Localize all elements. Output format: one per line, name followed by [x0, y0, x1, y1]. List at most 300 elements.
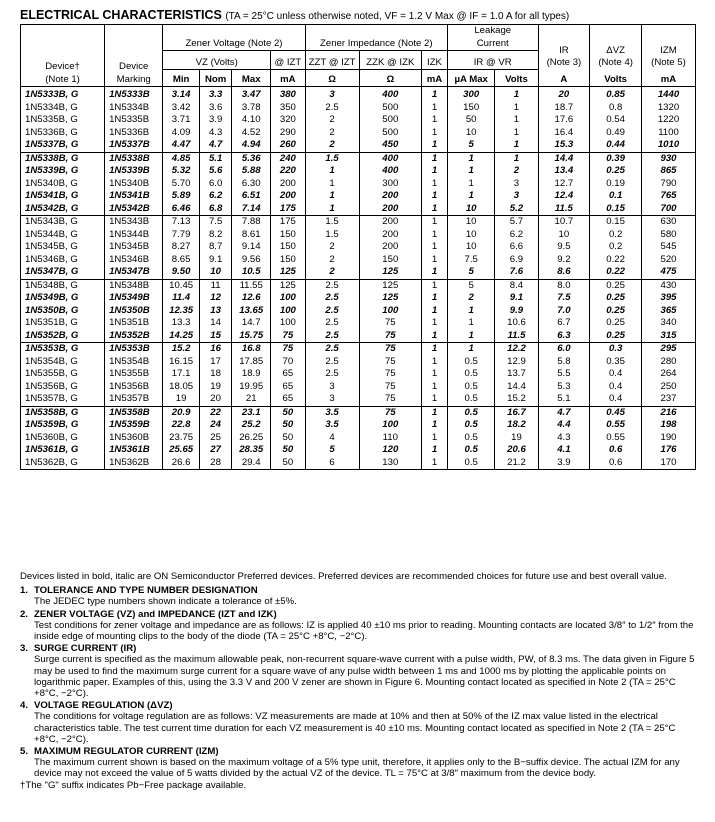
header-zzk-unit: Ω	[359, 70, 422, 87]
cell-marking: 1N5349B	[105, 292, 163, 305]
cell-vnom: 14	[199, 317, 231, 330]
cell-zzt: 2.5	[305, 279, 359, 292]
cell-zzk: 125	[359, 279, 422, 292]
cell-vmin: 7.79	[163, 229, 200, 242]
table-row	[21, 139, 696, 152]
cell-zzt: 1.5	[305, 152, 359, 165]
cell-izm: 395	[642, 292, 696, 305]
cell-vmin: 26.6	[163, 457, 200, 470]
header-zzt-unit: Ω	[305, 70, 359, 87]
cell-vmin: 25.65	[163, 444, 200, 457]
cell-izm: 1010	[642, 139, 696, 152]
cell-zzk: 100	[359, 305, 422, 318]
cell-vmax: 23.1	[232, 406, 271, 419]
cell-izm: 700	[642, 203, 696, 216]
cell-vr: 1	[495, 139, 538, 152]
cell-izk: 1	[422, 254, 448, 267]
cell-vnom: 28	[199, 457, 231, 470]
cell-zzt: 1	[305, 165, 359, 178]
cell-ir: 10	[447, 216, 494, 229]
cell-vr: 1	[495, 152, 538, 165]
cell-marking: 1N5358B	[105, 406, 163, 419]
cell-vnom: 27	[199, 444, 231, 457]
cell-izt: 290	[271, 127, 306, 140]
cell-vmax: 18.9	[232, 368, 271, 381]
cell-marking: 1N5361B	[105, 444, 163, 457]
cell-vr: 1	[495, 114, 538, 127]
cell-device: 1N5333B, G	[25, 89, 79, 100]
cell-vmax: 6.30	[232, 178, 271, 191]
cell-marking: 1N5341B	[105, 190, 163, 203]
cell-irs: 7.0	[538, 305, 590, 318]
cell-vnom: 22	[199, 406, 231, 419]
cell-izk: 1	[422, 102, 448, 115]
cell-device: 1N5352B, G	[25, 329, 79, 341]
cell-izk: 1	[422, 114, 448, 127]
cell-marking: 1N5343B	[105, 216, 163, 229]
device-group	[21, 216, 696, 280]
cell-vnom: 5.1	[199, 152, 231, 165]
cell-zzk: 75	[359, 356, 422, 369]
cell-zzk: 75	[359, 381, 422, 394]
cell-zzk: 200	[359, 241, 422, 254]
cell-device: 1N5353B, G	[25, 343, 79, 354]
cell-izm: 280	[642, 356, 696, 369]
cell-vmax: 19.95	[232, 381, 271, 394]
cell-izt: 100	[271, 305, 306, 318]
cell-vmax: 4.10	[232, 114, 271, 127]
cell-zzt: 4	[305, 432, 359, 445]
cell-dvz: 0.4	[590, 393, 642, 406]
cell-vmax: 10.5	[232, 266, 271, 279]
header-izk: IZK	[422, 51, 448, 70]
cell-izk: 1	[422, 190, 448, 203]
cell-izt: 50	[271, 406, 306, 419]
cell-device: 1N5351B, G	[25, 317, 78, 328]
cell-vmax: 8.61	[232, 229, 271, 242]
cell-dvz: 0.25	[590, 317, 642, 330]
cell-dvz: 0.49	[590, 127, 642, 140]
cell-izm: 520	[642, 254, 696, 267]
cell-zzt: 3.5	[305, 419, 359, 432]
cell-zzk: 100	[359, 419, 422, 432]
cell-vmin: 13.3	[163, 317, 200, 330]
table-row	[21, 457, 696, 470]
device-group	[21, 87, 696, 153]
cell-device: 1N5357B, G	[25, 393, 78, 404]
cell-ir: 1	[447, 178, 494, 191]
cell-vmax: 28.35	[232, 444, 271, 457]
table-row	[21, 229, 696, 242]
cell-vmin: 5.70	[163, 178, 200, 191]
cell-vnom: 19	[199, 381, 231, 394]
table-header	[21, 25, 696, 87]
cell-device: 1N5343B, G	[25, 216, 78, 227]
page-title	[20, 8, 569, 22]
cell-izk: 1	[422, 266, 448, 279]
cell-dvz: 0.25	[590, 165, 642, 178]
cell-vmax: 13.65	[232, 305, 271, 318]
header-dvz-note: (Note 4)	[598, 57, 633, 68]
note-heading	[20, 746, 700, 757]
cell-vmin: 4.85	[163, 152, 200, 165]
cell-irs: 15.3	[538, 139, 590, 152]
header-ir-note: (Note 3)	[546, 57, 582, 68]
cell-dvz: 0.4	[590, 381, 642, 394]
cell-vmax: 14.7	[232, 317, 271, 330]
cell-izt: 150	[271, 254, 306, 267]
table-row	[21, 444, 696, 457]
cell-vr: 9.9	[495, 305, 538, 318]
cell-vr: 10.6	[495, 317, 538, 330]
cell-vr: 5.2	[495, 203, 538, 216]
cell-izt: 200	[271, 178, 306, 191]
cell-vnom: 6.2	[199, 190, 231, 203]
cell-ir: 5	[447, 279, 494, 292]
cell-ir: 10	[447, 203, 494, 216]
electrical-characteristics-table	[20, 24, 696, 470]
cell-dvz: 0.25	[590, 279, 642, 292]
cell-marking: 1N5356B	[105, 381, 163, 394]
cell-device: 1N5346B, G	[25, 253, 78, 265]
cell-izt: 320	[271, 114, 306, 127]
cell-device: 1N5349B, G	[25, 292, 79, 303]
cell-izt: 380	[271, 87, 306, 102]
cell-zzt: 2.5	[305, 356, 359, 369]
cell-irs: 10	[538, 229, 590, 242]
cell-vr: 20.6	[495, 444, 538, 457]
cell-vnom: 6.8	[199, 203, 231, 216]
header-izm-note: (Note 5)	[651, 57, 686, 68]
cell-device: 1N5345B, G	[25, 241, 78, 252]
table-row	[21, 381, 696, 394]
cell-device: 1N5361B, G	[25, 444, 79, 455]
header-leakage-2: Current	[476, 37, 509, 49]
cell-izk: 1	[422, 343, 448, 356]
cell-irs: 6.7	[538, 317, 590, 330]
cell-irs: 18.7	[538, 102, 590, 115]
cell-vmax: 29.4	[232, 457, 271, 470]
cell-izt: 50	[271, 432, 306, 445]
cell-dvz: 0.15	[590, 203, 642, 216]
cell-izm: 216	[642, 406, 696, 419]
cell-vr: 2	[495, 165, 538, 178]
cell-zzt: 2	[305, 266, 359, 279]
cell-vr: 15.2	[495, 393, 538, 406]
cell-marking: 1N5351B	[105, 317, 163, 330]
cell-zzt: 3	[305, 393, 359, 406]
cell-irs: 12.4	[538, 190, 590, 203]
header-at-izt: @ IZT	[271, 51, 306, 70]
cell-marking: 1N5359B	[105, 419, 163, 432]
cell-device: 1N5362B, G	[25, 456, 78, 468]
notes-list	[20, 585, 700, 779]
cell-marking: 1N5352B	[105, 330, 163, 343]
cell-vmax: 7.88	[232, 216, 271, 229]
cell-zzk: 200	[359, 190, 422, 203]
cell-izk: 1	[422, 292, 448, 305]
cell-zzt: 2	[305, 127, 359, 140]
cell-dvz: 0.3	[590, 343, 642, 356]
cell-vmin: 6.46	[163, 203, 200, 216]
cell-device: 1N5348B, G	[25, 279, 78, 291]
cell-izk: 1	[422, 241, 448, 254]
cell-vmax: 4.52	[232, 127, 271, 140]
cell-irs: 12.7	[538, 178, 590, 191]
cell-irs: 4.7	[538, 406, 590, 419]
cell-zzt: 2.5	[305, 102, 359, 115]
cell-izk: 1	[422, 203, 448, 216]
cell-ir: 1	[447, 165, 494, 178]
cell-zzt: 2	[305, 139, 359, 152]
cell-izm: 1320	[642, 102, 696, 115]
cell-vr: 1	[495, 102, 538, 115]
cell-zzk: 500	[359, 127, 422, 140]
cell-vmax: 15.75	[232, 330, 271, 343]
note-title: ZENER VOLTAGE (VZ) and IMPEDANCE (IZT and IZK)	[34, 608, 277, 620]
device-group	[21, 279, 696, 343]
cell-device: 1N5350B, G	[25, 304, 79, 316]
cell-vmax: 5.88	[232, 165, 271, 178]
cell-izm: 250	[642, 381, 696, 394]
cell-marking: 1N5344B	[105, 229, 163, 242]
table-row	[21, 432, 696, 445]
note-number: 2.	[20, 608, 29, 620]
cell-device: 1N5344B, G	[25, 228, 78, 240]
cell-vmin: 20.9	[163, 406, 200, 419]
cell-izm: 930	[642, 152, 696, 165]
cell-zzk: 120	[359, 444, 422, 457]
table-row	[21, 343, 696, 356]
cell-zzk: 110	[359, 432, 422, 445]
cell-vnom: 5.6	[199, 165, 231, 178]
cell-vmin: 14.25	[163, 330, 200, 343]
cell-izt: 75	[271, 330, 306, 343]
cell-ir: 0.5	[447, 381, 494, 394]
cell-vmin: 18.05	[163, 381, 200, 394]
cell-ir: 10	[447, 127, 494, 140]
cell-izk: 1	[422, 139, 448, 152]
cell-device: 1N5338B, G	[25, 152, 79, 164]
cell-vnom: 18	[199, 368, 231, 381]
table-row	[21, 254, 696, 267]
cell-marking: 1N5357B	[105, 393, 163, 406]
cell-vmin: 5.89	[163, 190, 200, 203]
cell-zzt: 5	[305, 444, 359, 457]
cell-zzk: 300	[359, 178, 422, 191]
cell-dvz: 0.8	[590, 102, 642, 115]
device-group	[21, 406, 696, 470]
cell-vmin: 15.2	[163, 343, 200, 356]
cell-izk: 1	[422, 330, 448, 343]
cell-vnom: 12	[199, 292, 231, 305]
cell-zzk: 200	[359, 203, 422, 216]
device-group	[21, 343, 696, 407]
cell-ir: 1	[447, 343, 494, 356]
cell-device: 1N5355B, G	[25, 368, 78, 379]
cell-izm: 340	[642, 317, 696, 330]
note-number: 5.	[20, 746, 29, 758]
header-ua-max: µA Max	[447, 70, 494, 87]
table-row	[21, 393, 696, 406]
table-row	[21, 102, 696, 115]
table-row	[21, 127, 696, 140]
cell-irs: 10.7	[538, 216, 590, 229]
cell-izk: 1	[422, 127, 448, 140]
cell-vmax: 5.36	[232, 152, 271, 165]
cell-izm: 790	[642, 178, 696, 191]
cell-ir: 50	[447, 114, 494, 127]
cell-vnom: 25	[199, 432, 231, 445]
cell-zzt: 1	[305, 178, 359, 191]
cell-ir: 1	[447, 152, 494, 165]
table-row	[21, 419, 696, 432]
cell-izm: 1100	[642, 127, 696, 140]
cell-vr: 1	[495, 127, 538, 140]
note-title: TOLERANCE AND TYPE NUMBER DESIGNATION	[34, 585, 258, 597]
cell-zzk: 200	[359, 229, 422, 242]
cell-marking: 1N5348B	[105, 279, 163, 292]
cell-vnom: 6.0	[199, 178, 231, 191]
cell-marking: 1N5334B	[105, 102, 163, 115]
cell-zzt: 1.5	[305, 229, 359, 242]
cell-irs: 6.0	[538, 343, 590, 356]
header-leakage-1: Leakage	[474, 25, 512, 36]
cell-zzt: 3.5	[305, 406, 359, 419]
header-izt-unit: mA	[271, 70, 306, 87]
cell-izk: 1	[422, 305, 448, 318]
header-min: Min	[163, 70, 200, 87]
table-row	[21, 266, 696, 279]
cell-vmax: 9.14	[232, 241, 271, 254]
cell-izk: 1	[422, 87, 448, 102]
cell-zzk: 125	[359, 292, 422, 305]
header-zener-voltage: Zener Voltage (Note 2)	[163, 25, 305, 51]
cell-marking: 1N5337B	[105, 139, 163, 152]
cell-izk: 1	[422, 381, 448, 394]
cell-zzk: 75	[359, 343, 422, 356]
cell-marking: 1N5340B	[105, 178, 163, 191]
cell-dvz: 0.6	[590, 444, 642, 457]
cell-zzk: 125	[359, 266, 422, 279]
cell-vmax: 6.51	[232, 190, 271, 203]
cell-irs: 7.5	[538, 292, 590, 305]
cell-zzt: 2	[305, 254, 359, 267]
cell-dvz: 0.1	[590, 190, 642, 203]
header-izk-unit: mA	[422, 70, 448, 87]
notes-section	[20, 571, 700, 791]
cell-ir: 150	[447, 102, 494, 115]
cell-vmin: 8.27	[163, 241, 200, 254]
cell-dvz: 0.54	[590, 114, 642, 127]
cell-irs: 5.5	[538, 368, 590, 381]
cell-izt: 100	[271, 317, 306, 330]
cell-ir: 0.5	[447, 368, 494, 381]
cell-vnom: 15	[199, 330, 231, 343]
cell-izm: 170	[642, 457, 696, 470]
cell-zzt: 2.5	[305, 305, 359, 318]
cell-zzt: 2.5	[305, 317, 359, 330]
cell-vr: 12.2	[495, 343, 538, 356]
cell-marking: 1N5346B	[105, 254, 163, 267]
header-ir: IR	[559, 44, 569, 56]
cell-izt: 65	[271, 368, 306, 381]
cell-vmin: 4.09	[163, 127, 200, 140]
table-row	[21, 216, 696, 229]
table-row	[21, 330, 696, 343]
cell-irs: 14.4	[538, 152, 590, 165]
note-heading	[20, 585, 700, 596]
cell-vnom: 24	[199, 419, 231, 432]
cell-vr: 1	[495, 87, 538, 102]
cell-vnom: 8.2	[199, 229, 231, 242]
cell-dvz: 0.4	[590, 368, 642, 381]
table-row	[21, 305, 696, 318]
cell-izk: 1	[422, 393, 448, 406]
cell-ir: 0.5	[447, 457, 494, 470]
table-row	[21, 356, 696, 369]
cell-vmax: 4.94	[232, 139, 271, 152]
preferred-legend: Devices listed in bold, italic are ON Semiconductor Preferred devices. Preferred devices are recommended choices for future use and best overall value.	[20, 571, 667, 582]
cell-zzk: 75	[359, 317, 422, 330]
title-conditions: (TA = 25°C unless otherwise noted, VF = 1.2 V Max @ IF = 1.0 A for all types)	[225, 11, 570, 22]
table-row	[21, 190, 696, 203]
cell-vmin: 19	[163, 393, 200, 406]
cell-irs: 11.5	[538, 203, 590, 216]
cell-izm: 545	[642, 241, 696, 254]
cell-vr: 12.9	[495, 356, 538, 369]
note-number: 4.	[20, 700, 29, 712]
cell-vmax: 16.8	[232, 343, 271, 356]
cell-izk: 1	[422, 444, 448, 457]
cell-vr: 18.2	[495, 419, 538, 432]
cell-dvz: 0.44	[590, 139, 642, 152]
header-dvz-unit: Volts	[590, 70, 642, 87]
cell-irs: 8.6	[538, 266, 590, 279]
cell-zzk: 130	[359, 457, 422, 470]
cell-vmax: 21	[232, 393, 271, 406]
cell-irs: 9.5	[538, 241, 590, 254]
cell-dvz: 0.39	[590, 152, 642, 165]
cell-marking: 1N5355B	[105, 368, 163, 381]
cell-izk: 1	[422, 229, 448, 242]
table-row	[21, 292, 696, 305]
cell-izt: 125	[271, 266, 306, 279]
cell-vnom: 3.6	[199, 102, 231, 115]
cell-irs: 20	[538, 87, 590, 102]
cell-izt: 150	[271, 241, 306, 254]
cell-izk: 1	[422, 457, 448, 470]
cell-device: 1N5358B, G	[25, 406, 79, 418]
cell-ir: 5	[447, 139, 494, 152]
header-izm: IZM	[660, 44, 677, 56]
cell-vmin: 4.47	[163, 139, 200, 152]
cell-ir: 0.5	[447, 406, 494, 419]
cell-dvz: 0.22	[590, 254, 642, 267]
cell-irs: 4.1	[538, 444, 590, 457]
cell-zzt: 2.5	[305, 343, 359, 356]
cell-device: 1N5360B, G	[25, 431, 78, 443]
cell-izm: 430	[642, 279, 696, 292]
table-row	[21, 406, 696, 419]
cell-irs: 8.0	[538, 279, 590, 292]
table-row	[21, 152, 696, 165]
note-body: Surge current is specified as the maximum allowable peak, non-recurrent square-wave current with a pulse width, PW, of 8.3 ms. The data given in Figure 5 may be used to find the maximum surge current for a square wave of any pulse width between 1 ms and 1000 ms by plotting the applicable points on logarithmic paper. Examples of this, using the 3.3 V and 200 V zener are shown in Figure 6. Mounting contact located as specified in Note 2 (TA = 25°C +8°C, −2°C).	[34, 654, 695, 700]
note-body: Test conditions for zener voltage and impedance are as follows: IZ is applied 40 ±10 ms prior to reading. Mounting contacts are located 3/8″ to 1/2″ from the inside edge of mounting clips to the body of the diode (TA = 25°C +8°C, −2°C).	[34, 619, 694, 643]
cell-ir: 10	[447, 229, 494, 242]
cell-marking: 1N5360B	[105, 432, 163, 445]
cell-vnom: 13	[199, 305, 231, 318]
